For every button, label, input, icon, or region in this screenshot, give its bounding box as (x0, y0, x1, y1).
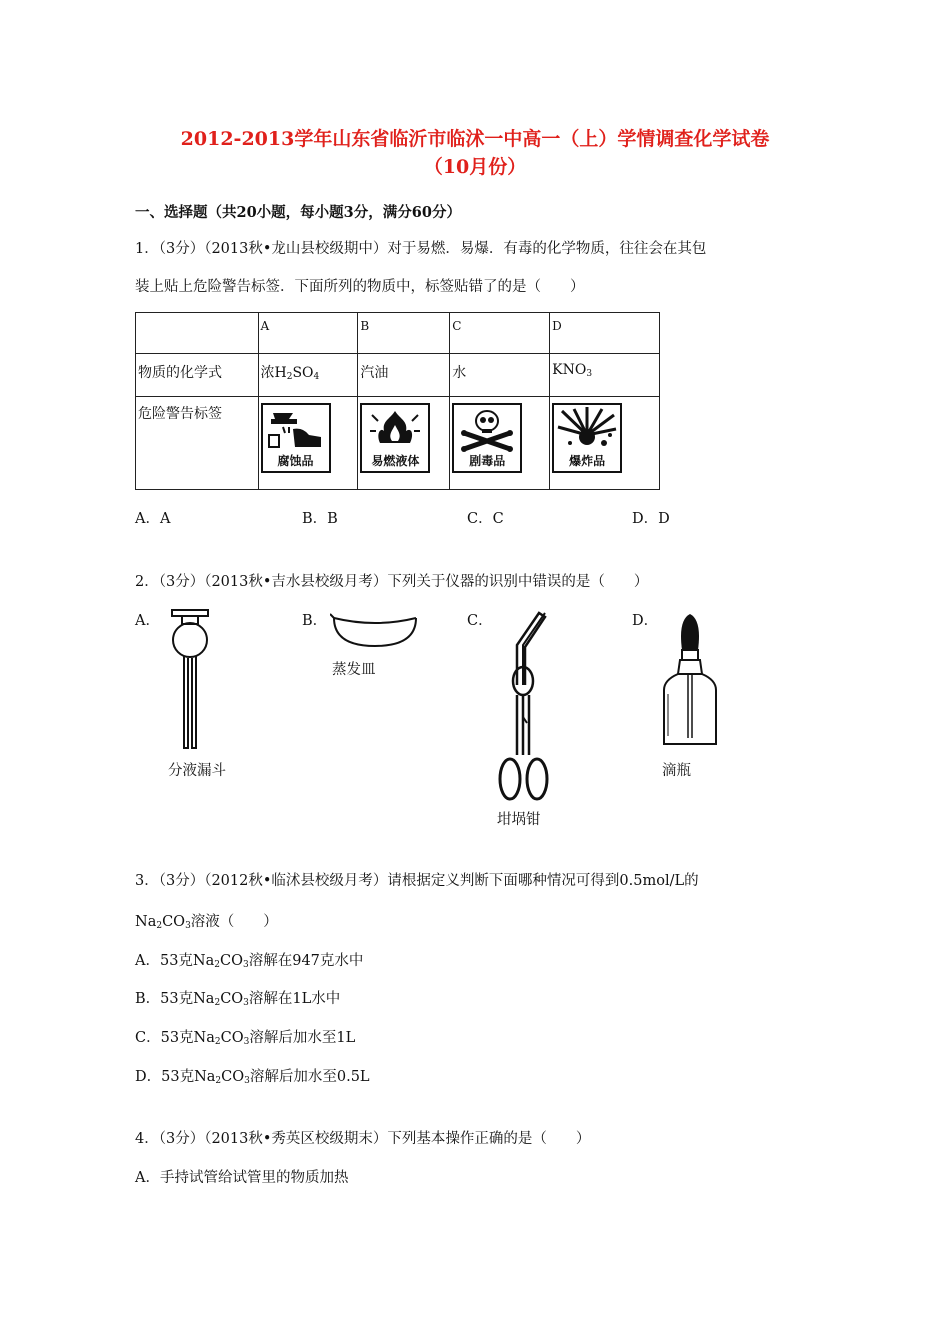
exam-title-line2: （10月份） (423, 156, 527, 178)
q2-name-b: 蒸发皿 (332, 662, 376, 678)
label-toxic: 剧毒品 (469, 454, 506, 468)
q1-option-a[interactable]: A．A (135, 511, 171, 527)
section-heading: 一、选择题（共20小题，每小题3分，满分60分） (135, 204, 461, 221)
evaporating-dish-icon (330, 612, 420, 650)
q2-option-b-letter[interactable]: B． (302, 613, 328, 629)
corrosive-label-icon (261, 403, 331, 473)
q2-option-c-letter[interactable]: C． (467, 613, 493, 629)
label-flammable-liquid: 易燃液体 (371, 454, 420, 468)
q3-option-c[interactable]: C．53克$Na_2CO_3$溶解后加水至1L (135, 1030, 356, 1047)
q1-stem-line2: 装上贴上危险警告标签．下面所列的物质中，标签贴错了的是（ ） (135, 279, 585, 295)
q2-name-a: 分液漏斗 (168, 763, 226, 779)
toxic-label-icon (452, 403, 522, 473)
formula-d: $KNO_3$ (550, 354, 660, 397)
q1-option-d[interactable]: D．D (632, 511, 670, 527)
q4-stem: 4．（3分）（2013秋•秀英区校级期末）下列基本操作正确的是（ ） (135, 1131, 591, 1147)
q2-name-d: 滴瓶 (662, 763, 691, 779)
q3-option-b[interactable]: B．53克$Na_2CO_3$溶解在1L水中 (135, 991, 341, 1008)
formula-a: 浓$H_2SO_4$ (258, 354, 358, 397)
row-label-formula: 物质的化学式 (136, 354, 259, 397)
q1-option-b[interactable]: B．B (302, 511, 338, 527)
q3-option-d[interactable]: D．53克$Na_2CO_3$溶解后加水至0.5L (135, 1069, 370, 1086)
dropper-bottle-icon (660, 610, 720, 748)
table-header-c: C (450, 313, 550, 354)
exam-title-line1: 2012-2013学年山东省临沂市临沭一中高一（上）学情调查化学试卷 (180, 128, 770, 150)
q2-name-c: 坩埚钳 (497, 812, 541, 828)
flammable-liquid-label-icon (360, 403, 430, 473)
formula-c: 水 (450, 354, 550, 397)
q1-option-c[interactable]: C．C (467, 511, 504, 527)
q2-stem: 2．（3分）（2013秋•吉水县校级月考）下列关于仪器的识别中错误的是（ ） (135, 574, 649, 590)
label-explosive: 爆炸品 (569, 454, 606, 468)
q3-option-a[interactable]: A．53克$Na_2CO_3$溶解在947克水中 (135, 953, 364, 970)
label-corrosive: 腐蚀品 (277, 454, 314, 468)
table-header-b: B (358, 313, 450, 354)
q2-option-a-letter[interactable]: A． (135, 613, 160, 629)
formula-b: 汽油 (358, 354, 450, 397)
separatory-funnel-icon (160, 608, 220, 756)
table-header-empty (136, 313, 259, 354)
row-label-hazard: 危险警告标签 (136, 397, 259, 490)
crucible-tongs-icon (495, 605, 560, 805)
explosive-label-icon (552, 403, 622, 473)
q1-hazard-table (135, 312, 660, 490)
q4-option-a[interactable]: A．手持试管给试管里的物质加热 (135, 1170, 349, 1186)
table-header-a: A (258, 313, 358, 354)
q3-stem-line2: $Na_2CO_3$溶液（ ） (135, 914, 278, 931)
table-header-d: D (550, 313, 660, 354)
q2-option-d-letter[interactable]: D． (632, 613, 659, 629)
q1-stem-line1: 1．（3分）（2013秋•龙山县校级期中）对于易燃．易爆．有毒的化学物质，往往会在其包 (135, 241, 707, 257)
q3-stem-line1: 3．（3分）（2012秋•临沭县校级月考）请根据定义判断下面哪种情况可得到0.5mol/L的 (135, 873, 699, 889)
